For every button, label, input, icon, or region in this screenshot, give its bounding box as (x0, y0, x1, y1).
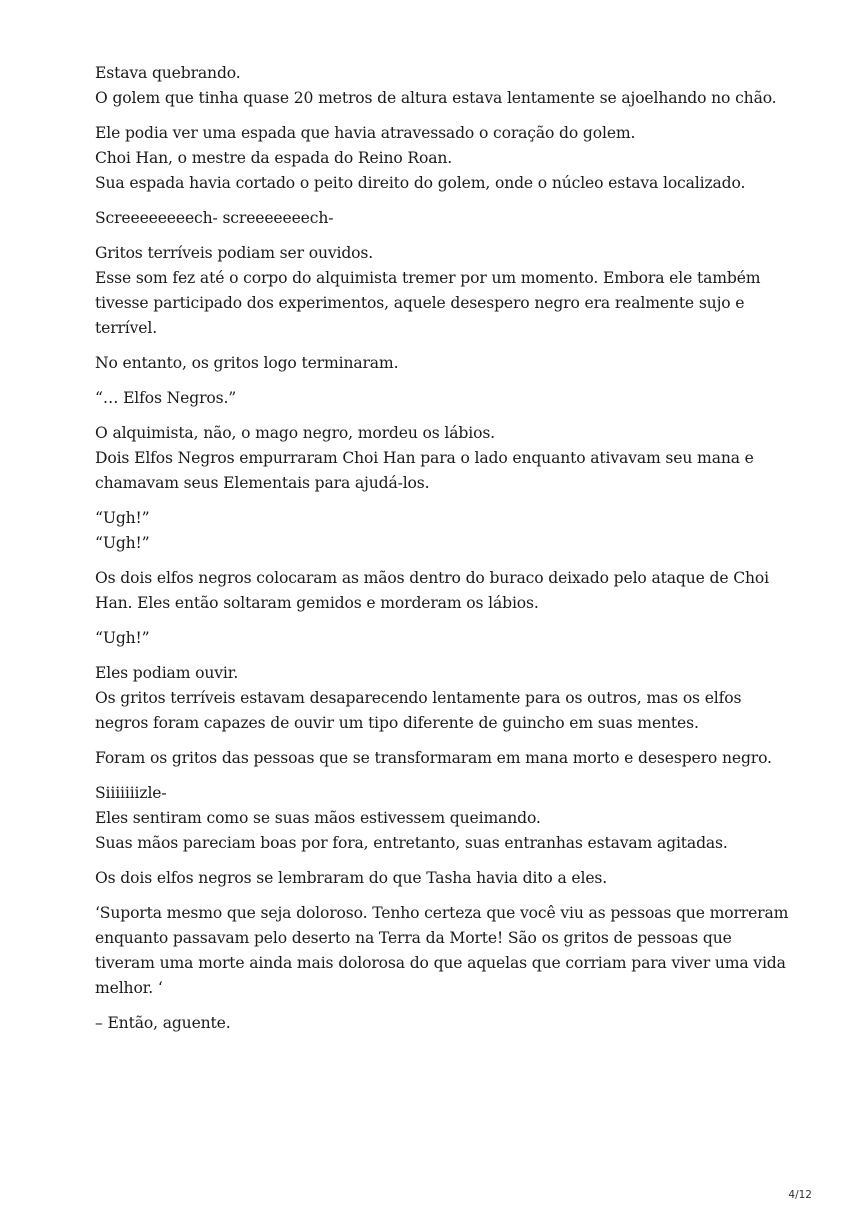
text-line: terrível. (95, 319, 158, 337)
paragraph (95, 386, 795, 411)
paragraph (95, 241, 795, 341)
paragraph (95, 626, 795, 651)
paragraph (95, 351, 795, 376)
paragraph (95, 1011, 795, 1036)
paragraph (95, 781, 795, 856)
text-line: O golem que tinha quase 20 metros de altura estava lentamente se ajoelhando no chão. (95, 89, 777, 107)
page-number: 4/12 (788, 1189, 812, 1201)
text-line: “… Elfos Negros.” (95, 389, 237, 407)
text-line: Siiiiiiizle- (95, 784, 167, 802)
paragraph (95, 506, 795, 556)
text-line: tivesse participado dos experimentos, aquele desespero negro era realmente sujo e (95, 294, 745, 312)
text-line: “Ugh!” (95, 509, 150, 527)
text-line: Foram os gritos das pessoas que se transformaram em mana morto e desespero negro. (95, 749, 772, 767)
text-line: Os dois elfos negros se lembraram do que Tasha havia dito a eles. (95, 869, 608, 887)
text-line: tiveram uma morte ainda mais dolorosa do que aquelas que corriam para viver uma vida (95, 954, 786, 972)
text-line: Suas mãos pareciam boas por fora, entretanto, suas entranhas estavam agitadas. (95, 834, 728, 852)
text-line: chamavam seus Elementais para ajudá-los. (95, 474, 430, 492)
text-line: Eles podiam ouvir. (95, 664, 239, 682)
text-line: O alquimista, não, o mago negro, mordeu os lábios. (95, 424, 495, 442)
paragraph (95, 121, 795, 196)
paragraph (95, 61, 795, 111)
text-line: Dois Elfos Negros empurraram Choi Han para o lado enquanto ativavam seu mana e (95, 449, 754, 467)
text-line: Os dois elfos negros colocaram as mãos dentro do buraco deixado pelo ataque de Choi (95, 569, 769, 587)
paragraph (95, 566, 795, 616)
text-line: Sua espada havia cortado o peito direito do golem, onde o núcleo estava localizado. (95, 174, 746, 192)
text-line: Os gritos terríveis estavam desaparecendo lentamente para os outros, mas os elfos (95, 689, 742, 707)
paragraph (95, 866, 795, 891)
text-line: ‘Suporta mesmo que seja doloroso. Tenho certeza que você viu as pessoas que morreram (95, 904, 789, 922)
text-line: Esse som fez até o corpo do alquimista tremer por um momento. Embora ele também (95, 269, 761, 287)
paragraph (95, 661, 795, 736)
text-line: enquanto passavam pelo deserto na Terra da Morte! São os gritos de pessoas que (95, 929, 732, 947)
text-line: negros foram capazes de ouvir um tipo diferente de guincho em suas mentes. (95, 714, 699, 732)
text-line: – Então, aguente. (95, 1014, 231, 1032)
paragraph (95, 421, 795, 496)
paragraph (95, 206, 795, 231)
text-line: Estava quebrando. (95, 64, 241, 82)
text-line: Eles sentiram como se suas mãos estivessem queimando. (95, 809, 541, 827)
text-line: Screeeeeeeech- screeeeeeech- (95, 209, 334, 227)
paragraph (95, 746, 795, 771)
document-body (95, 61, 795, 1046)
text-line: “Ugh!” (95, 629, 150, 647)
text-line: Ele podia ver uma espada que havia atravessado o coração do golem. (95, 124, 636, 142)
text-line: No entanto, os gritos logo terminaram. (95, 354, 399, 372)
paragraph (95, 901, 795, 1001)
text-line: melhor. ‘ (95, 979, 163, 997)
text-line: “Ugh!” (95, 534, 150, 552)
text-line: Choi Han, o mestre da espada do Reino Roan. (95, 149, 453, 167)
text-line: Han. Eles então soltaram gemidos e morderam os lábios. (95, 594, 539, 612)
text-line: Gritos terríveis podiam ser ouvidos. (95, 244, 374, 262)
